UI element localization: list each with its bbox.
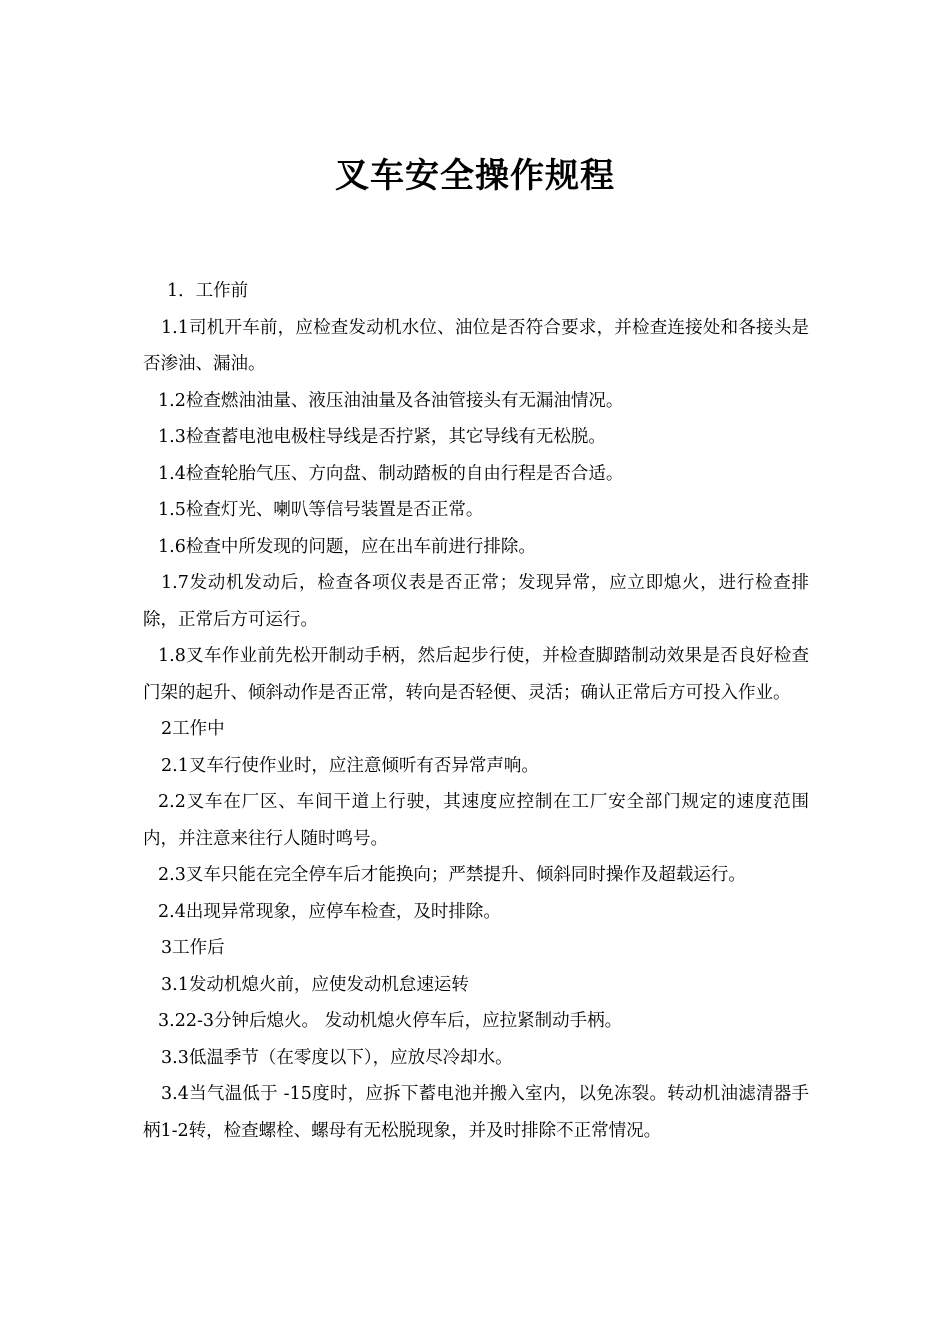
paragraph-1-8: 1.8叉车作业前先松开制动手柄，然后起步行使，并检查脚踏制动效果是否良好检查门架的起升、倾斜动作是否正常，转向是否轻便、灵活；确认正常后方可投入作业。 xyxy=(143,646,809,703)
document-title: 叉车安全操作规程 xyxy=(335,156,615,196)
document-body xyxy=(143,273,809,1149)
section-heading-before-work: 1．工作前 xyxy=(167,281,249,301)
paragraph-3-4: 3.4当气温低于 -15度时，应拆下蓄电池并搬入室内，以免冻裂。转动机油滤清器手柄1-2转，检查螺栓、螺母有无松脱现象，并及时排除不正常情况。 xyxy=(143,1084,809,1141)
paragraph-1-1: 1.1司机开车前，应检查发动机水位、油位是否符合要求，并检查连接处和各接头是否渗油、漏油。 xyxy=(143,317,809,374)
paragraph-1-7: 1.7发动机发动后，检查各项仪表是否正常；发现异常，应立即熄火，进行检查排除，正常后方可运行。 xyxy=(143,573,809,630)
paragraph-1-2: 1.2检查燃油油量、液压油油量及各油管接头有无漏油情况。 xyxy=(158,390,624,411)
paragraph-2-1: 2.1叉车行使作业时，应注意倾听有否异常声响。 xyxy=(161,755,539,776)
paragraph-2-3: 2.3叉车只能在完全停车后才能换向；严禁提升、倾斜同时操作及超载运行。 xyxy=(158,865,746,885)
paragraph-3-1: 3.1发动机熄火前，应使发动机怠速运转 xyxy=(161,974,469,995)
paragraph-2-4: 2.4出现异常现象，应停车检查，及时排除。 xyxy=(158,901,501,922)
section-heading-during-work: 2工作中 xyxy=(161,719,225,739)
paragraph-3-2: 3.22-3分钟后熄火。 发动机熄火停车后，应拉紧制动手柄。 xyxy=(158,1011,623,1031)
paragraph-2-2: 2.2叉车在厂区、车间干道上行驶，其速度应控制在工厂安全部门规定的速度范围内，并注意来往行人随时鸣号。 xyxy=(143,792,809,849)
paragraph-1-6: 1.6检查中所发现的问题，应在出车前进行排除。 xyxy=(158,536,536,557)
section-heading-after-work: 3工作后 xyxy=(161,938,225,958)
paragraph-1-5: 1.5检查灯光、喇叭等信号装置是否正常。 xyxy=(158,500,484,520)
paragraph-1-3: 1.3检查蓄电池电极柱导线是否拧紧，其它导线有无松脱。 xyxy=(158,427,606,447)
paragraph-3-3: 3.3低温季节（在零度以下），应放尽冷却水。 xyxy=(161,1047,513,1068)
paragraph-1-4: 1.4检查轮胎气压、方向盘、制动踏板的自由行程是否合适。 xyxy=(158,463,624,484)
